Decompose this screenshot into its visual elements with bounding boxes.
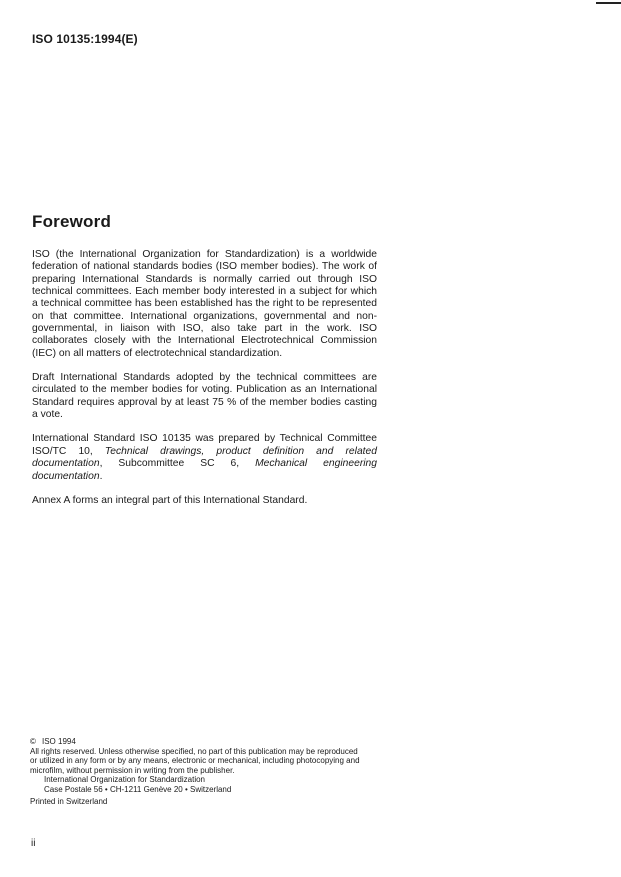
corner-crop-mark [596, 2, 621, 4]
committee-title: Technical drawings, product definition and related documentation [32, 445, 377, 470]
subcommittee-title: Mechanical engineering documentation [32, 458, 378, 482]
document-code-header: ISO 10135:1994(E) [32, 32, 138, 46]
foreword-paragraph-3 [32, 433, 377, 482]
foreword-title: Foreword [32, 212, 112, 231]
copyright-block [30, 737, 380, 806]
rights-line-2: or utilized in any form or by any means, electronic or mechanical, including photocopying and [30, 756, 360, 766]
para3-suffix: . [99, 470, 103, 482]
copyright-year: ISO 1994 [42, 737, 76, 746]
foreword-paragraph-4: Annex A forms an integral part of this International Standard. [32, 494, 308, 506]
para3-prefix: International Standard ISO 10135 was prepared by Technical Committee ISO/TC 10, [32, 433, 377, 457]
organization-name: International Organization for Standardization [44, 775, 205, 785]
copyright-symbol: © [30, 737, 36, 746]
rights-line-1: All rights reserved. Unless otherwise specified, no part of this publication may be reproduced [30, 746, 358, 756]
foreword-paragraph-1: ISO (the International Organization for Standardization) is a worldwide federation of national standards bodies (ISO member bodies). The work of preparing International Standards is normally carried out through ISO technical committees. Each member body interested in a subject for which a technical committee has been established has the right to be represented on that committee. International organizations, governmental and non-governmental, in liaison with ISO, also take part in the work. ISO collaborates closely with the International Electrotechnical Commission (IEC) on all matters of electrotechnical standardization. [32, 249, 377, 359]
page-number: ii [31, 838, 36, 849]
printed-in: Printed in Switzerland [30, 796, 108, 806]
para3-middle: , Subcommittee SC 6, [99, 458, 256, 470]
copyright-year-line [30, 737, 380, 747]
foreword-body [32, 249, 377, 507]
rights-line-3: microfilm, without permission in writing from the publisher. [30, 765, 235, 775]
organization-address: Case Postale 56 • CH-1211 Genève 20 • Switzerland [44, 784, 232, 794]
foreword-paragraph-2: Draft International Standards adopted by the technical committees are circulated to the member bodies for voting. Publication as an International Standard requires approval by at least 75 % of the member bodies casting a vote. [32, 372, 377, 421]
